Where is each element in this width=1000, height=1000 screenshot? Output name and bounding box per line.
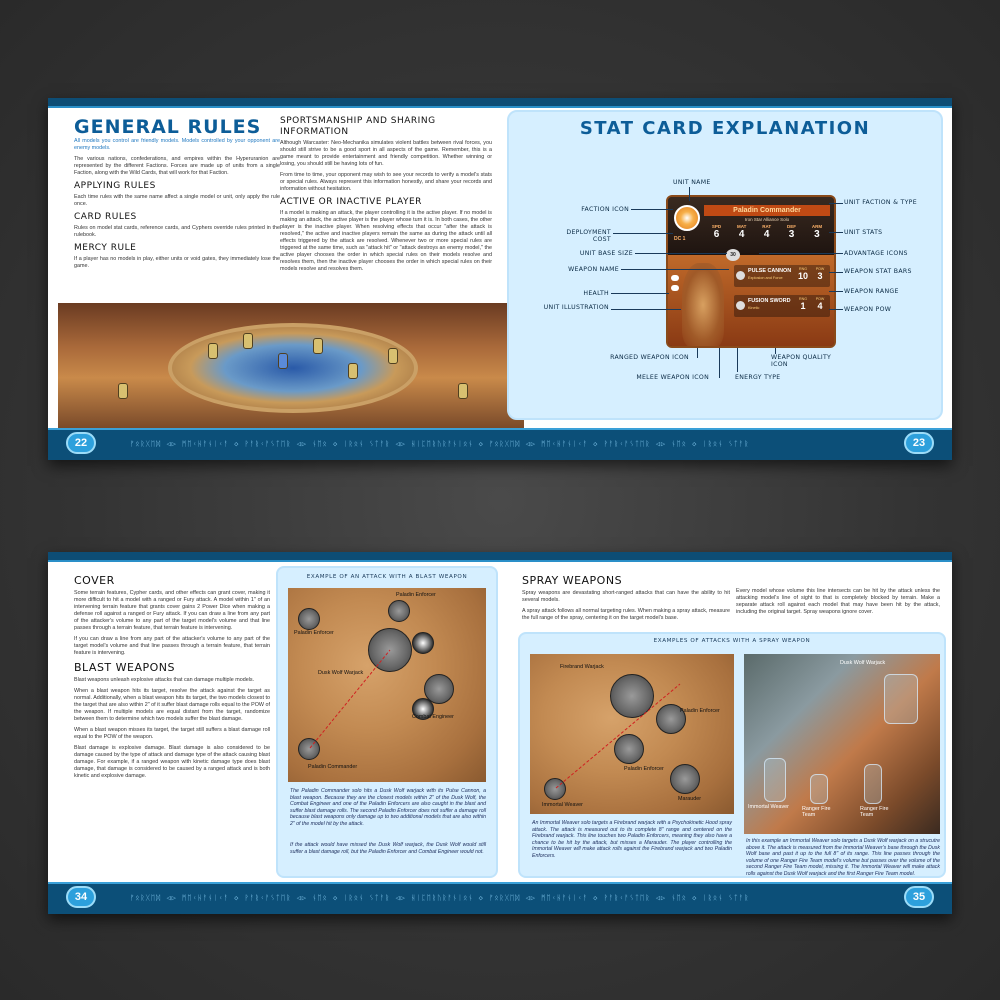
page-number-left: 34 [66, 886, 96, 908]
blast-example-map [288, 588, 486, 782]
label-ranger-fire-team: Ranger Fire Team [802, 806, 831, 818]
card-header [668, 197, 834, 255]
callout-line [829, 232, 843, 233]
spray-column-1 [522, 572, 730, 626]
energy-type: Kinetic [748, 306, 760, 310]
blast-example-panel [276, 566, 498, 878]
card-rules-text: Rules on model stat cards, reference cards, and Cyphers override rules printed in the rulebook. [74, 225, 280, 238]
spray-p2: A spray attack follows all normal targeting rules. When making a spray attack, measure the full range of the spray, centering it on the target model's base. [522, 608, 730, 621]
ranged-weapon-icon [736, 271, 745, 280]
callout-unit-name: UNIT NAME [673, 179, 711, 186]
card-rules-title: CARD RULES [74, 212, 137, 222]
stat-def: DEF 3 [787, 224, 796, 240]
label-marauder: Marauder [678, 796, 702, 802]
melee-weapon-icon [736, 301, 745, 310]
health-box-icon [671, 275, 679, 281]
stat-arm: ARM 3 [811, 224, 823, 240]
callout-line [631, 209, 673, 210]
callout-line [737, 348, 738, 372]
applying-rules-title: APPLYING RULES [74, 181, 156, 191]
weapon-row-pulse-cannon [734, 265, 830, 287]
stat-mat: MAT 4 [737, 224, 747, 240]
sportsmanship-title: SPORTSMANSHIP AND SHARING INFORMATION [280, 116, 436, 137]
blast-p3: When a blast weapon misses its target, the target still suffers a blast damage roll equal to the POW of the weapon. [74, 727, 270, 740]
general-rules-intro: All models you control are friendly models. Models controlled by your opponent are enemy models. [74, 138, 280, 151]
label-paladin-commander: Paladin Commander [308, 764, 358, 770]
callout-weapon-quality-icon: WEAPON QUALITY ICON [771, 354, 832, 368]
callout-line [635, 253, 727, 254]
spray-column-2 [736, 588, 940, 620]
model-volume-cylinder [764, 758, 786, 802]
applying-rules-text: Each time rules with the same name affect a single model or unit, only apply the rule once. [74, 194, 280, 207]
spray-line [530, 654, 734, 814]
label-paladin-enforcer: Paladin Enforcer [680, 708, 720, 714]
sportsmanship-column [280, 116, 492, 277]
weapon-pow: POW 3 [815, 267, 825, 281]
callout-line [829, 309, 843, 310]
top-bar [48, 98, 952, 108]
weapon-range: RNG 1 [799, 297, 807, 311]
callout-ranged-weapon-icon: RANGED WEAPON ICON [610, 354, 689, 361]
stat-card-title: STAT CARD EXPLANATION [579, 118, 871, 139]
callout-line [829, 203, 843, 204]
label-combat-engineer: Combat Engineer [412, 714, 454, 720]
arena-photo [58, 303, 524, 428]
stat-spd: SPD 6 [711, 224, 722, 240]
spray-example-map [530, 654, 734, 814]
callout-unit-faction-type: UNIT FACTION & TYPE [844, 199, 917, 206]
page-number-right: 23 [904, 432, 934, 454]
label-dusk-wolf: Dusk Wolf Warjack [318, 670, 364, 676]
energy-type: Explosion and Force [748, 276, 783, 280]
callout-line [759, 253, 843, 254]
spray-weapons-title: SPRAY WEAPONS [522, 574, 623, 587]
label-dusk-wolf: Dusk Wolf Warjack [840, 660, 886, 666]
card-unit-name: Paladin Commander [704, 205, 830, 216]
stat-card-panel [507, 110, 943, 420]
footer-glyph-band: ᚠᛟᚱᚷᛖᛞ ◁▷ ᛗᛖᚲᚺᚨᚾᛁᚲᚨ ◇ ᚹᚨᚱᚲᚨᛊᛏᛖᚱ ◁▷ ᚾᛖᛟ ◇ ᛁᚱᛟᚾ ᛊᛏᚨᚱ ◁▷ ᚺᛁᛈᛖᚱᚢᚱᚨᚾᛁᛟᚾ ◇ ᚠᛟᚱᚷᛖᛞ ◁▷ ᛗᛖᚲᚺᚨᚾᛁᚲᚨ ◇ ᚹᚨᚱᚲᚨᛊᛏᛖᚱ ◁▷ ᚾᛖᛟ ◇ ᛁᚱᛟᚾ ᛊᛏᚨᚱ [130, 440, 750, 448]
blast-p1: Blast weapons unleash explosive attacks that can damage multiple models. [74, 677, 255, 683]
weapon-row-fusion-sword [734, 295, 830, 317]
callout-advantage-icons: ADVANTAGE ICONS [844, 250, 908, 257]
spread-pages-22-23 [48, 98, 952, 460]
spray-example-panel [518, 632, 946, 878]
callout-line [611, 309, 681, 310]
miniature [458, 383, 468, 399]
blast-p2: When a blast weapon hits its target, resolve the attack against the target as normal. Additionally, when a blast weapon hits its target, the two models closest to the target that are also within 2" of it suffer blast damage rolls equal to the POW of the weapon. If multiple models are equal distant from the target, randomize between them to determine which two models suffer the blast damage. [74, 688, 270, 722]
callout-weapon-name: WEAPON NAME [568, 266, 619, 273]
card-stats [704, 224, 830, 248]
blast-p4: Blast damage is explosive damage. Blast damage is also considered to be damage caused by the type of attack and damage type of the attack causing blast damage. For example, if a ranged weapon with kinetic damage type does blast damage, that damage is considered to be caused by a ranged attack and is both kinetic and explosive damage. [74, 745, 270, 779]
label-paladin-enforcer: Paladin Enforcer [396, 592, 436, 598]
blast-caption-2: If the attack would have missed the Dusk Wolf warjack, the Dusk Wolf would still suffer a blast damage roll, but the Paladin Enforcer and Combat Engineer would not. [290, 842, 486, 855]
callout-faction-icon: FACTION ICON [581, 206, 629, 213]
cover-p2: If you can draw a line from any part of the attacker's volume to any part of the target model's volume and that line passes through a terrain feature, that terrain feature is intervening. [74, 636, 270, 656]
callout-deployment-cost: DEPLOYMENT COST [566, 229, 611, 243]
general-rules-para2: The various nations, confederations, and empires within the Hyperuranion are represented by the different Factions. Forces are made up of units from a single Faction, along with the Wild Cards, that will work for that Faction. [74, 156, 280, 176]
callout-line [611, 293, 669, 294]
spray-p1: Spray weapons are devastating short-ranged attacks that can have the ability to hit several models. [522, 590, 730, 603]
weapon-name: PULSE CANNON [748, 268, 792, 274]
footer-bar [48, 428, 952, 460]
blast-example-title: EXAMPLE OF AN ATTACK WITH A BLAST WEAPON [306, 574, 468, 580]
attack-line [288, 588, 486, 782]
sportsmanship-p1: Although Warcaster: Neo-Mechanika simulates violent battles between rival forces, you should still strive to be a good sport in all aspects of the game. Remember, this is a game meant to provide entertainment and friendly competition. Whether winning or losing, you should still be having lots of fun. [280, 140, 492, 167]
callout-line [613, 233, 673, 234]
label-paladin-enforcer: Paladin Enforcer [294, 630, 334, 636]
miniature [118, 383, 128, 399]
page-number-right: 35 [904, 886, 934, 908]
faction-icon [674, 205, 700, 231]
callout-line [697, 348, 698, 358]
miniature [208, 343, 218, 359]
callout-line [719, 348, 720, 378]
miniature [388, 348, 398, 364]
spray-caption-left: An Immortal Weaver solo targets a Firebrand warjack with a Psychokinetic Hood spray attack. The attack is measured out to its complete 8" range and centered on the Firebrand warjack. This line touches two Paladin Enforcers, meaning they also have a chance to be hit by the attack, but misses a Marauder. The player controlling the Immortal Weaver will make attack rolls against the Firebrand warjack and two Paladin Enforcers. [532, 820, 732, 859]
spray-p3: Every model whose volume this line intersects can be hit by the attack unless the attacking model's line of sight to that is completely blocked by terrain. Make a separate attack roll against each model that may have been hit by the attack, including the original target. Spray weapons ignore cover. [736, 588, 940, 615]
miniature [278, 353, 288, 369]
footer-bar [48, 882, 952, 914]
spread-pages-34-35 [48, 552, 952, 914]
base-size-icon: 30 [726, 249, 740, 261]
spray-terrain-photo [744, 654, 940, 834]
cover-p1: Some terrain features, Cypher cards, and other effects can grant cover, making it more difficult to hit a model with a ranged or Fury attack. A model within 1" of an intervening terrain feature that grants cover gains 2 Power Dice when making a defense roll against a ranged or Fury attack. If you can draw a line from any part of the attacker's volume to any part of the target model's volume and that line passes through a terrain feature, that terrain feature is intervening. [74, 590, 270, 631]
callout-line [829, 272, 843, 273]
callout-line [829, 291, 843, 292]
miniature [348, 363, 358, 379]
callout-energy-type: ENERGY TYPE [735, 374, 781, 381]
callout-unit-illustration: UNIT ILLUSTRATION [543, 304, 609, 311]
callout-unit-base-size: UNIT BASE SIZE [579, 250, 633, 257]
active-player-title: ACTIVE OR INACTIVE PLAYER [280, 197, 422, 207]
label-firebrand: Firebrand Warjack [560, 664, 604, 670]
blast-caption-1: The Paladin Commander solo hits a Dusk Wolf warjack with its Pulse Cannon, a blast weapon. Because they are the closest models within 2" of the Dusk Wolf, the Combat Engineer and one of the Paladin Enforcers are also caught in the blast and suffer blast damage rolls. The second Paladin Enforcer does not suffer a damage roll because blast weapons only damage up to two additional models that are also within 2" of the model hit by the attack. [290, 788, 486, 827]
callout-weapon-pow: WEAPON POW [844, 306, 892, 313]
stat-card [666, 195, 836, 348]
arena-platform [168, 323, 418, 413]
label-ranger-fire-team: Ranger Fire Team [860, 806, 889, 818]
label-immortal-weaver: Immortal Weaver [542, 802, 583, 808]
label-paladin-enforcer: Paladin Enforcer [624, 766, 664, 772]
top-bar [48, 552, 952, 562]
general-rules-column [74, 116, 280, 274]
callout-line [621, 269, 729, 270]
mercy-rule-title: MERCY RULE [74, 243, 137, 253]
deployment-cost: DC 1 [674, 236, 686, 242]
blast-weapons-title: BLAST WEAPONS [74, 661, 176, 674]
stat-rat: RAT 4 [762, 224, 772, 240]
callout-health: HEALTH [583, 290, 609, 297]
miniature [243, 333, 253, 349]
weapon-pow: POW 4 [815, 297, 825, 311]
active-player-text: If a model is making an attack, the player controlling it is the active player. If no model is making an attack, the active player is the player whose turn it is. In both cases, the other player is the inactive player. When resolving effects that occur "after the attack is resolved," the active and inactive players remain the same as during the attack until all effects triggered by the attack are resolved. Whenever two or more special rules are triggered at the same time, such as "attack hit" or "attack destroys an enemy model," the active player chooses the order in which special rules on their models resolve and resolves them, then the inactive player chooses the order in which special rules on their models resolve and resolves them. [280, 210, 492, 272]
mercy-rule-text: If a player has no models in play, either units or void gates, they immediately lose the game. [74, 256, 280, 269]
model-volume-cylinder [810, 774, 828, 804]
callout-weapon-range: WEAPON RANGE [844, 288, 899, 295]
callout-unit-stats: UNIT STATS [844, 229, 883, 236]
spray-caption-right: In this example an Immortal Weaver solo targets a Dusk Wolf warjack on a strucutre above it. The attack is measured from the Immortal Weaver's base through the Dusk Wolf base and past it up to the full 8" of its range. This line passes through the volume of one Ranger Fire Team model's volume but passes over the volume of the second Ranger Fire Team model, missing it. The Immortal Weaver will make attack rolls against the Dusk Wolf warjack and the first Ranger Fire Team model. [746, 838, 940, 877]
callout-line [689, 187, 690, 201]
callout-melee-weapon-icon: MELEE WEAPON ICON [636, 374, 709, 381]
callout-weapon-stat-bars: WEAPON STAT BARS [844, 268, 912, 275]
callout-line [775, 348, 776, 354]
label-immortal-weaver: Immortal Weaver [748, 804, 789, 810]
model-volume-cylinder [884, 674, 918, 724]
general-rules-title: GENERAL RULES [74, 116, 262, 138]
spray-example-title: EXAMPLES OF ATTACKS WITH A SPRAY WEAPON [653, 638, 811, 644]
card-unit-type: Iron Star Alliance Solo [744, 217, 790, 222]
sportsmanship-p2: From time to time, your opponent may wish to see your records to verify a model's stats or special rules. Always represent this information honestly, and share your records and information without hesitation. [280, 172, 492, 192]
miniature [313, 338, 323, 354]
health-box-icon [671, 285, 679, 291]
footer-glyph-band: ᚠᛟᚱᚷᛖᛞ ◁▷ ᛗᛖᚲᚺᚨᚾᛁᚲᚨ ◇ ᚹᚨᚱᚲᚨᛊᛏᛖᚱ ◁▷ ᚾᛖᛟ ◇ ᛁᚱᛟᚾ ᛊᛏᚨᚱ ◁▷ ᚺᛁᛈᛖᚱᚢᚱᚨᚾᛁᛟᚾ ◇ ᚠᛟᚱᚷᛖᛞ ◁▷ ᛗᛖᚲᚺᚨᚾᛁᚲᚨ ◇ ᚹᚨᚱᚲᚨᛊᛏᛖᚱ ◁▷ ᚾᛖᛟ ◇ ᛁᚱᛟᚾ ᛊᛏᚨᚱ [130, 894, 750, 902]
unit-illustration [682, 263, 724, 347]
cover-title: COVER [74, 574, 115, 587]
weapon-name: FUSION SWORD [748, 298, 791, 304]
cover-blast-column [74, 572, 270, 784]
model-volume-cylinder [864, 764, 882, 804]
weapon-range: RNG 10 [797, 267, 808, 281]
page-number-left: 22 [66, 432, 96, 454]
